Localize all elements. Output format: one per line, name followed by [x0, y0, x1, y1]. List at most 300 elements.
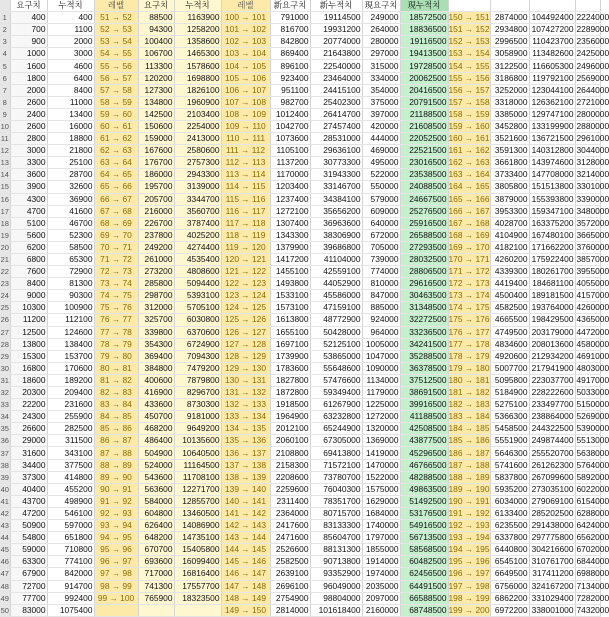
table-cell[interactable]: 102 → 103	[221, 36, 270, 48]
table-cell[interactable]: 44052900	[310, 278, 362, 290]
table-cell[interactable]: 166 → 167	[448, 205, 490, 216]
table-cell[interactable]: 193764000	[529, 302, 575, 314]
table-cell[interactable]: 50900	[10, 520, 47, 532]
table-cell[interactable]: 914700	[47, 580, 94, 592]
table-cell[interactable]: 5458500	[490, 423, 529, 435]
table-cell[interactable]: 179 → 180	[448, 362, 490, 373]
table-cell[interactable]: 170600	[47, 362, 94, 374]
table-cell[interactable]: 6545100	[490, 556, 529, 568]
table-cell[interactable]: 98 → 99	[94, 580, 138, 592]
table-cell[interactable]: 2000	[10, 84, 47, 96]
table-cell[interactable]: 3733400	[490, 169, 529, 181]
table-cell[interactable]: 20774000	[310, 36, 362, 48]
table-cell[interactable]: 249874400	[529, 435, 575, 447]
table-cell[interactable]: 3857000	[576, 254, 609, 265]
row-number[interactable]: 43	[0, 521, 9, 531]
table-cell[interactable]: 3661800	[490, 157, 529, 169]
table-cell[interactable]: 7479200	[174, 362, 221, 374]
row-header[interactable]	[0, 0, 10, 12]
table-cell[interactable]: 21800	[47, 145, 94, 157]
table-cell[interactable]: 106 → 107	[221, 84, 270, 96]
table-cell[interactable]: 199 → 200	[448, 604, 490, 615]
table-cell[interactable]: 152 → 153	[448, 36, 490, 47]
table-cell[interactable]: 88500	[138, 12, 174, 24]
table-cell[interactable]: 114 → 115	[221, 181, 270, 193]
table-cell[interactable]: 73 → 74	[94, 278, 138, 290]
table-cell[interactable]: 2208600	[270, 471, 310, 483]
table-cell[interactable]: 375000	[362, 96, 400, 108]
table-cell[interactable]: 339800	[138, 326, 174, 338]
table-cell[interactable]: 23016500	[400, 157, 448, 169]
table-cell[interactable]: 354000	[362, 84, 400, 96]
table-cell[interactable]: 30773300	[310, 157, 362, 169]
table-cell[interactable]: 22052500	[400, 133, 448, 145]
table-cell[interactable]: 20062500	[400, 72, 448, 84]
table-cell[interactable]: 7282000	[576, 592, 609, 603]
table-cell[interactable]: 2757300	[174, 157, 221, 169]
table-cell[interactable]: 377500	[47, 459, 94, 471]
row-number[interactable]: 39	[0, 472, 9, 482]
table-cell[interactable]: 39916500	[400, 399, 448, 411]
table-cell[interactable]: 138400	[47, 338, 94, 350]
table-cell[interactable]: 2160000	[362, 604, 400, 616]
table-cell[interactable]: 147 → 148	[221, 580, 270, 592]
table-cell[interactable]: 107 → 108	[221, 96, 270, 108]
table-cell[interactable]: 56713500	[400, 532, 448, 544]
table-cell[interactable]: 184681100	[529, 278, 575, 290]
table-cell[interactable]: 38691500	[400, 387, 448, 399]
table-cell[interactable]: 126362100	[529, 96, 575, 108]
table-cell[interactable]: 47200	[10, 507, 47, 519]
table-cell[interactable]: 297000	[362, 48, 400, 60]
table-cell[interactable]: 433600	[138, 399, 174, 411]
row-number[interactable]: 16	[0, 194, 9, 204]
table-cell[interactable]: 80715700	[310, 507, 362, 519]
table-cell[interactable]: 1203400	[270, 181, 310, 193]
table-cell[interactable]: 104 → 105	[221, 60, 270, 72]
table-cell[interactable]: 110 → 111	[221, 133, 270, 145]
table-cell[interactable]: 3955000	[576, 266, 609, 277]
table-cell[interactable]: 134800	[138, 96, 174, 108]
table-cell[interactable]: 312000	[138, 302, 174, 314]
table-cell[interactable]: 28700	[47, 169, 94, 181]
row-number[interactable]: 22	[0, 267, 9, 277]
table-cell[interactable]: 1090000	[362, 362, 400, 374]
table-cell[interactable]: 2526600	[270, 544, 310, 556]
table-cell[interactable]: 209400	[47, 387, 94, 399]
table-cell[interactable]: 1974000	[362, 568, 400, 580]
table-cell[interactable]: 1073600	[270, 133, 310, 145]
table-cell[interactable]: 62 → 63	[94, 145, 138, 157]
table-cell[interactable]: 163 → 164	[448, 169, 490, 180]
table-cell[interactable]: 47159100	[310, 302, 362, 314]
row-number[interactable]: 19	[0, 230, 9, 240]
table-cell[interactable]: 739000	[362, 253, 400, 265]
table-cell[interactable]: 1493800	[270, 278, 310, 290]
table-cell[interactable]: 5935200	[490, 483, 529, 495]
table-cell[interactable]: 24088500	[400, 181, 448, 193]
table-cell[interactable]: 2400	[10, 108, 47, 120]
table-cell[interactable]: 6133400	[490, 507, 529, 519]
table-cell[interactable]: 110423700	[529, 36, 575, 48]
table-cell[interactable]: 498900	[47, 495, 94, 507]
table-cell[interactable]: 4582500	[490, 302, 529, 314]
table-cell[interactable]: 65244900	[310, 423, 362, 435]
table-cell[interactable]: 34241500	[400, 338, 448, 350]
table-cell[interactable]: 198429500	[529, 314, 575, 326]
table-cell[interactable]: 273035100	[529, 483, 575, 495]
table-cell[interactable]: 546100	[47, 507, 94, 519]
table-cell[interactable]: 180 → 181	[448, 374, 490, 385]
table-cell[interactable]: 187 → 188	[448, 459, 490, 470]
table-cell[interactable]: 2311400	[270, 495, 310, 507]
table-cell[interactable]: 416900	[138, 387, 174, 399]
table-cell[interactable]: 120200	[138, 72, 174, 84]
table-cell[interactable]: 97 → 98	[94, 568, 138, 580]
table-cell[interactable]: 400600	[138, 374, 174, 386]
table-cell[interactable]: 2158300	[270, 459, 310, 471]
table-cell[interactable]: 7134000	[576, 580, 609, 591]
table-cell[interactable]: 157 → 158	[448, 96, 490, 107]
table-cell[interactable]: 16099400	[174, 556, 221, 568]
table-cell[interactable]: 147708000	[529, 169, 575, 181]
table-cell[interactable]: 191 → 192	[448, 507, 490, 518]
table-cell[interactable]: 3760000	[576, 241, 609, 252]
table-cell[interactable]: 1918500	[270, 399, 310, 411]
table-cell[interactable]: 64491500	[400, 580, 448, 592]
row-number[interactable]: 41	[0, 496, 9, 506]
table-cell[interactable]: 72 → 73	[94, 266, 138, 278]
table-cell[interactable]: 22521500	[400, 145, 448, 157]
table-cell[interactable]: 95 → 96	[94, 544, 138, 556]
table-cell[interactable]: 94 → 95	[94, 532, 138, 544]
table-cell[interactable]: 765900	[138, 592, 174, 604]
table-cell[interactable]: 331029400	[529, 592, 575, 604]
table-cell[interactable]: 116 → 117	[221, 205, 270, 217]
table-cell[interactable]: 186 → 187	[448, 447, 490, 458]
table-cell[interactable]: 468200	[138, 423, 174, 435]
table-cell[interactable]: 55 → 56	[94, 60, 138, 72]
table-cell[interactable]: 10640500	[174, 447, 221, 459]
table-cell[interactable]: 450700	[138, 411, 174, 423]
table-cell[interactable]: 4339300	[490, 266, 529, 278]
table-cell[interactable]: 1827800	[270, 374, 310, 386]
table-cell[interactable]: 103 → 104	[221, 48, 270, 60]
table-cell[interactable]: 148 → 149	[221, 592, 270, 604]
table-cell[interactable]: 185 → 186	[448, 435, 490, 446]
table-cell[interactable]: 1914000	[362, 556, 400, 568]
table-cell[interactable]: 18836500	[400, 24, 448, 36]
table-cell[interactable]: 15300	[10, 350, 47, 362]
table-cell[interactable]: 5764000	[576, 459, 609, 470]
table-cell[interactable]: 1465300	[174, 48, 221, 60]
table-cell[interactable]: 20791500	[400, 96, 448, 108]
table-cell[interactable]: 31348500	[400, 302, 448, 314]
table-cell[interactable]: 172 → 173	[448, 278, 490, 289]
table-cell[interactable]: 57476600	[310, 374, 362, 386]
table-cell[interactable]: 80 → 81	[94, 362, 138, 374]
table-cell[interactable]: 63300	[10, 556, 47, 568]
table-cell[interactable]: 5094400	[174, 278, 221, 290]
table-cell[interactable]: 4700	[10, 205, 47, 217]
table-cell[interactable]: 22540000	[310, 60, 362, 72]
table-cell[interactable]: 118 → 119	[221, 229, 270, 241]
row-number[interactable]: 29	[0, 351, 9, 361]
table-cell[interactable]: 140312800	[529, 145, 575, 157]
table-cell[interactable]: 12855700	[174, 495, 221, 507]
table-cell[interactable]: 59 → 60	[94, 108, 138, 120]
table-cell[interactable]: 710800	[47, 544, 94, 556]
table-cell[interactable]: 1739900	[270, 350, 310, 362]
table-cell[interactable]: 136721500	[529, 133, 575, 145]
table-cell[interactable]: 52 → 53	[94, 24, 138, 36]
row-number[interactable]: 38	[0, 460, 9, 470]
table-cell[interactable]: 37300	[10, 471, 47, 483]
table-cell[interactable]: 4749500	[490, 326, 529, 338]
table-cell[interactable]: 1573100	[270, 302, 310, 314]
table-cell[interactable]: 5638000	[576, 447, 609, 458]
table-cell[interactable]: 51 → 52	[94, 12, 138, 24]
table-cell[interactable]: 144 → 145	[221, 544, 270, 556]
table-cell[interactable]: 68 → 69	[94, 217, 138, 229]
table-cell[interactable]: 2417600	[270, 520, 310, 532]
table-cell[interactable]: 68748500	[400, 604, 448, 616]
table-cell[interactable]: 2413000	[174, 133, 221, 145]
table-cell[interactable]: 420000	[362, 120, 400, 132]
table-cell[interactable]: 3344700	[174, 193, 221, 205]
table-cell[interactable]: 100400	[138, 36, 174, 48]
table-cell[interactable]: 145 → 146	[221, 556, 270, 568]
table-cell[interactable]: 3385000	[490, 108, 529, 120]
table-cell[interactable]: 3665000	[576, 229, 609, 240]
table-cell[interactable]: 297775800	[529, 532, 575, 544]
table-cell[interactable]: 1684000	[362, 507, 400, 519]
table-cell[interactable]: 3318000	[490, 96, 529, 108]
table-cell[interactable]: 237800	[138, 229, 174, 241]
table-cell[interactable]: 1379900	[270, 241, 310, 253]
table-cell[interactable]: 33236500	[400, 326, 448, 338]
table-cell[interactable]: 197 → 198	[448, 580, 490, 591]
table-cell[interactable]: 130 → 131	[221, 374, 270, 386]
table-cell[interactable]: 35656200	[310, 205, 362, 217]
table-cell[interactable]: 28806500	[400, 266, 448, 278]
table-cell[interactable]: 444000	[362, 133, 400, 145]
table-cell[interactable]: 31600	[10, 447, 47, 459]
table-cell[interactable]: 6988000	[576, 568, 609, 579]
table-cell[interactable]: 1237400	[270, 193, 310, 205]
table-cell[interactable]: 249000	[362, 12, 400, 24]
table-cell[interactable]: 212934200	[529, 350, 575, 362]
table-cell[interactable]: 7879800	[174, 374, 221, 386]
table-cell[interactable]: 82 → 83	[94, 387, 138, 399]
table-cell[interactable]: 4665500	[490, 314, 529, 326]
table-cell[interactable]: 1042700	[270, 120, 310, 132]
table-cell[interactable]: 810000	[362, 278, 400, 290]
table-cell[interactable]: 143 → 144	[221, 532, 270, 544]
table-cell[interactable]: 167600	[138, 145, 174, 157]
table-cell[interactable]: 6862200	[490, 592, 529, 604]
row-number[interactable]: 49	[0, 593, 9, 603]
row-number[interactable]: 7	[0, 84, 10, 96]
table-cell[interactable]: 2644000	[576, 84, 609, 95]
table-cell[interactable]: 92 → 93	[94, 507, 138, 519]
table-cell[interactable]: 13400	[47, 108, 94, 120]
table-cell[interactable]: 159000	[138, 133, 174, 145]
table-cell[interactable]: 3390000	[576, 193, 609, 204]
table-cell[interactable]: 1522000	[362, 471, 400, 483]
table-cell[interactable]: 85 → 86	[94, 423, 138, 435]
table-cell[interactable]: 2800	[10, 133, 47, 145]
table-cell[interactable]: 522000	[362, 169, 400, 181]
table-cell[interactable]: 4920600	[490, 350, 529, 362]
table-cell[interactable]: 62456500	[400, 568, 448, 580]
table-cell[interactable]: 43877500	[400, 435, 448, 447]
table-cell[interactable]: 23464000	[310, 72, 362, 84]
table-cell[interactable]: 1613800	[270, 314, 310, 326]
table-cell[interactable]: 67900	[10, 568, 47, 580]
table-cell[interactable]: 3600	[10, 169, 47, 181]
table-cell[interactable]: 16000	[47, 120, 94, 132]
table-cell[interactable]: 126 → 127	[221, 326, 270, 338]
table-cell[interactable]: 35288500	[400, 350, 448, 362]
table-cell[interactable]: 1600	[10, 60, 47, 72]
table-cell[interactable]: 1000	[10, 48, 47, 60]
table-cell[interactable]: 117 → 118	[221, 217, 270, 229]
table-cell[interactable]: 4104900	[490, 229, 529, 241]
table-cell[interactable]: 69 → 70	[94, 229, 138, 241]
table-cell[interactable]: 18572500	[400, 12, 448, 24]
table-cell[interactable]: 66588500	[400, 592, 448, 604]
table-cell[interactable]: 69413800	[310, 447, 362, 459]
row-number[interactable]: 21	[0, 255, 9, 265]
table-cell[interactable]: 70 → 71	[94, 241, 138, 253]
table-cell[interactable]: 1578600	[174, 60, 221, 72]
table-cell[interactable]: 543600	[138, 471, 174, 483]
column-header[interactable]	[490, 0, 529, 12]
table-cell[interactable]: 579000	[362, 193, 400, 205]
table-cell[interactable]: 119792100	[529, 72, 575, 84]
table-cell[interactable]: 1470000	[362, 459, 400, 471]
table-cell[interactable]: 90713800	[310, 556, 362, 568]
table-cell[interactable]: 77 → 78	[94, 326, 138, 338]
table-cell[interactable]: 3452800	[490, 120, 529, 132]
table-cell[interactable]: 4580000	[576, 338, 609, 349]
table-cell[interactable]: 1698800	[174, 72, 221, 84]
table-cell[interactable]: 4300	[10, 193, 47, 205]
table-cell[interactable]: 3879000	[490, 193, 529, 205]
table-cell[interactable]: 8296700	[174, 387, 221, 399]
table-cell[interactable]: 71 → 72	[94, 253, 138, 265]
table-cell[interactable]: 21188500	[400, 108, 448, 120]
table-cell[interactable]: 774100	[47, 556, 94, 568]
table-cell[interactable]: 4419400	[490, 278, 529, 290]
table-cell[interactable]: 670700	[138, 544, 174, 556]
table-cell[interactable]: 151 → 152	[448, 24, 490, 35]
table-cell[interactable]: 21608500	[400, 120, 448, 132]
table-cell[interactable]: 3139000	[174, 181, 221, 193]
table-cell[interactable]: 1783600	[270, 362, 310, 374]
table-cell[interactable]: 176 → 177	[448, 326, 490, 337]
table-cell[interactable]: 651800	[47, 532, 94, 544]
table-cell[interactable]: 101618400	[310, 604, 362, 616]
table-cell[interactable]: 141 → 142	[221, 507, 270, 519]
table-cell[interactable]: 48288500	[400, 471, 448, 483]
table-cell[interactable]: 285800	[138, 278, 174, 290]
table-cell[interactable]: 5366300	[490, 411, 529, 423]
table-cell[interactable]: 11164500	[174, 459, 221, 471]
table-cell[interactable]: 25276500	[400, 205, 448, 217]
table-cell[interactable]: 3560700	[174, 205, 221, 217]
table-cell[interactable]: 7600	[10, 266, 47, 278]
table-cell[interactable]: 4917000	[576, 374, 609, 385]
table-cell[interactable]: 94300	[138, 24, 174, 36]
table-cell[interactable]: 12271700	[174, 483, 221, 495]
table-cell[interactable]: 400	[10, 12, 47, 24]
table-cell[interactable]: 4803000	[576, 362, 609, 373]
table-cell[interactable]: 86 → 87	[94, 435, 138, 447]
table-cell[interactable]: 61267900	[310, 399, 362, 411]
table-cell[interactable]: 54916500	[400, 520, 448, 532]
table-cell[interactable]: 310761700	[529, 556, 575, 568]
table-cell[interactable]: 3044000	[576, 145, 609, 156]
table-cell[interactable]: 101 → 102	[221, 24, 270, 36]
table-cell[interactable]: 71572100	[310, 459, 362, 471]
table-cell[interactable]: 2943300	[174, 169, 221, 181]
table-cell[interactable]: 369400	[138, 350, 174, 362]
table-cell[interactable]: 6154000	[576, 495, 609, 506]
row-number[interactable]: 32	[0, 388, 9, 398]
table-cell[interactable]: 40400	[10, 483, 47, 495]
table-cell[interactable]: 2880000	[576, 120, 609, 131]
table-cell[interactable]: 6030800	[174, 314, 221, 326]
table-cell[interactable]: 59000	[10, 544, 47, 556]
table-cell[interactable]: 167480100	[529, 229, 575, 241]
table-cell[interactable]: 717000	[138, 568, 174, 580]
table-cell[interactable]: 324167200	[529, 580, 575, 592]
table-cell[interactable]: 10135600	[174, 435, 221, 447]
table-cell[interactable]: 11200	[10, 314, 47, 326]
table-cell[interactable]: 2254000	[174, 120, 221, 132]
table-cell[interactable]: 41188500	[400, 411, 448, 423]
table-cell[interactable]: 89 → 90	[94, 471, 138, 483]
table-cell[interactable]: 1258200	[174, 24, 221, 36]
table-cell[interactable]: 34400	[10, 459, 47, 471]
row-number[interactable]: 48	[0, 581, 9, 591]
row-number[interactable]: 11	[0, 134, 9, 144]
table-cell[interactable]: 19413500	[400, 48, 448, 60]
table-cell[interactable]: 1272000	[362, 411, 400, 423]
row-number[interactable]: 2	[0, 24, 10, 36]
table-cell[interactable]: 3787400	[174, 217, 221, 229]
table-cell[interactable]: 36378500	[400, 362, 448, 374]
table-cell[interactable]: 9649200	[174, 423, 221, 435]
row-number[interactable]: 9	[0, 108, 10, 120]
table-cell[interactable]: 3591300	[490, 145, 529, 157]
table-cell[interactable]: 64 → 65	[94, 169, 138, 181]
table-cell[interactable]: 5393100	[174, 290, 221, 302]
table-cell[interactable]: 52125100	[310, 338, 362, 350]
table-cell[interactable]: 1740000	[362, 520, 400, 532]
table-cell[interactable]: 109 → 110	[221, 120, 270, 132]
table-cell[interactable]: 52300	[47, 229, 94, 241]
table-cell[interactable]: 244322500	[529, 423, 575, 435]
column-header[interactable]: 新요구치	[270, 0, 310, 12]
table-cell[interactable]: 6034000	[490, 495, 529, 507]
table-cell[interactable]: 842800	[270, 36, 310, 48]
table-cell[interactable]: 233497700	[529, 399, 575, 411]
table-cell[interactable]: 19931200	[310, 24, 362, 36]
row-number[interactable]: 28	[0, 339, 9, 349]
